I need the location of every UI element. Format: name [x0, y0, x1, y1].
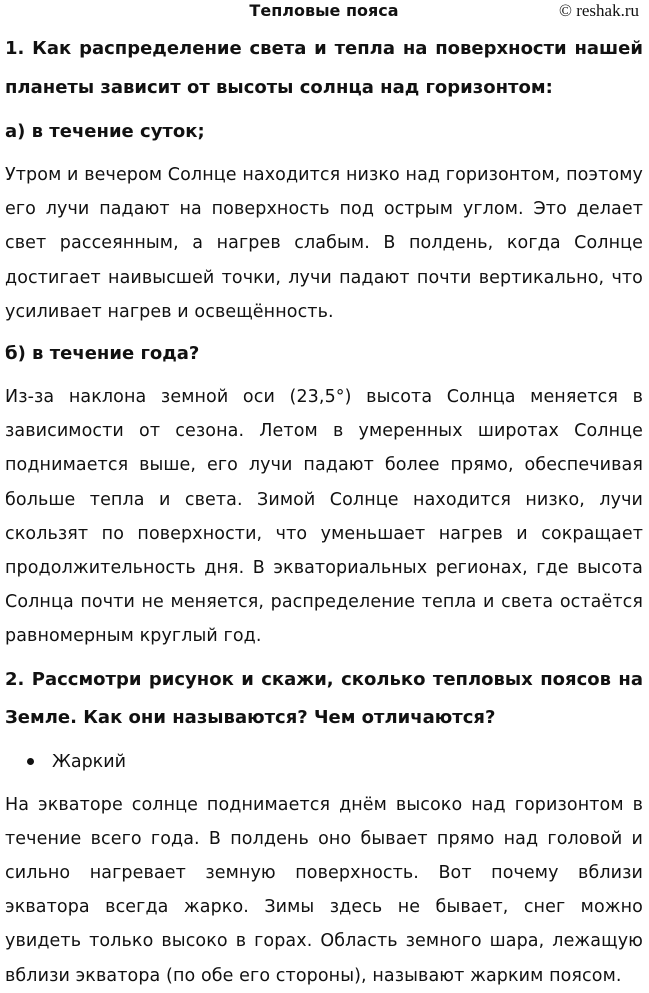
question-1b-label: б) в течение года?: [5, 343, 200, 365]
bullet-item: [27, 745, 643, 779]
copyright-text: © reshak.ru: [559, 1, 639, 20]
bullet-icon: [27, 758, 34, 765]
question-2-answer: На экваторе солнце поднимается днём высоко над горизонтом в течение всего года. В полдень оно бывает прямо над головой и сильно нагревает земную поверхность. Вот почему вблизи экватора всегда жарко. Зимы здесь не бывает, снег можно увидеть только высоко в горах. Область земного шара, лежащую вблизи экватора (по обе его стороны), называют жарким поясом.: [5, 794, 643, 986]
question-1b-answer: Из-за наклона земной оси (23,5°) высота Солнца меняется в зависимости от сезона. Летом в умеренных широтах Солнце поднимается выше, его лучи падают более прямо, обеспечивая больше тепла и света. Зимой Солнце находится низко, лучи скользят по поверхности, что уменьшает нагрев и сокращает продолжительность дня. В экваториальных регионах, где высота Солнца почти не меняется, распределение тепла и света остаётся равномерным круглый год.: [5, 387, 643, 647]
bullet-label: Жаркий: [52, 751, 126, 772]
page-title: Тепловые пояса: [249, 1, 399, 20]
question-2-title: 2. Рассмотри рисунок и скажи, сколько тепловых поясов на Земле. Как они называются? Чем отличаются?: [5, 668, 643, 728]
question-1a-answer: Утром и вечером Солнце находится низко над горизонтом, поэтому его лучи падают на поверхность под острым углом. Это делает свет рассеянным, а нагрев слабым. В полдень, когда Солнце достигает наивысшей точки, лучи падают почти вертикально, что усиливает нагрев и освещённость.: [5, 165, 643, 322]
question-1a-label: а) в течение суток;: [5, 121, 205, 142]
page-header: [5, 0, 643, 22]
question-1-title: 1. Как распределение света и тепла на поверхности нашей планеты зависит от высоты солнца над горизонтом:: [5, 38, 643, 98]
